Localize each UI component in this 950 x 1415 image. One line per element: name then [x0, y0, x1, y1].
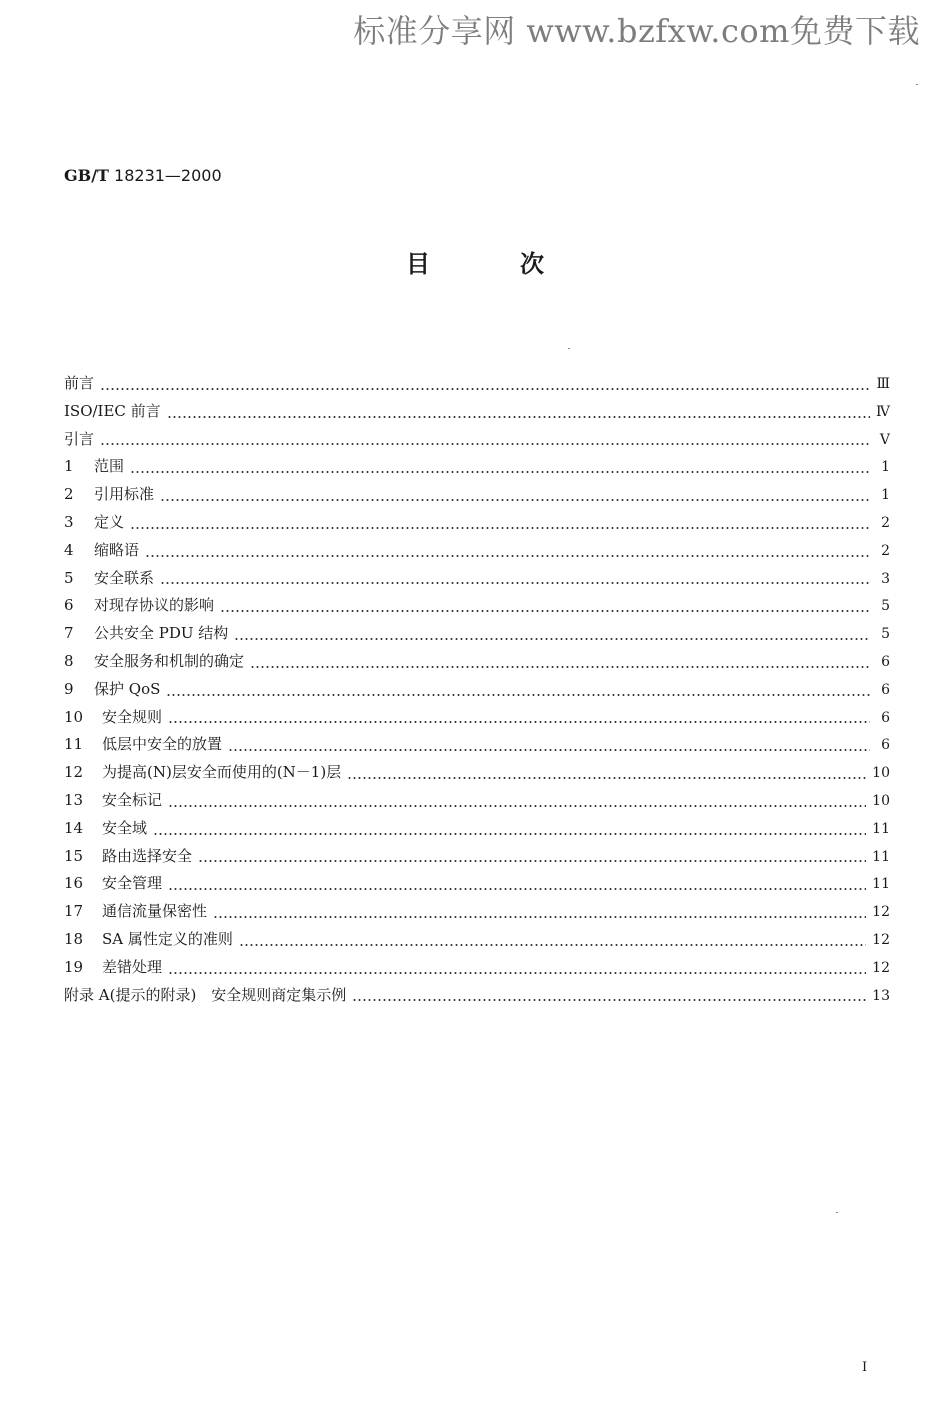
toc-entry-number: 3 [64, 512, 74, 531]
toc-entry-label: 引言 [64, 429, 95, 448]
watermark-text: 标准分享网 www.bzfxw.com免费下载 [353, 12, 920, 50]
toc-entry-number: 17 [64, 902, 84, 921]
toc-entry-page: 13 [872, 987, 890, 1004]
toc-entry-label: 前言 [64, 374, 95, 392]
toc-entry-number: 19 [64, 957, 84, 976]
toc-entry-page: 2 [881, 542, 890, 559]
dot-leader [160, 499, 870, 501]
toc-entry-label: 保护 QoS [94, 679, 161, 698]
page-number: I [862, 1360, 868, 1375]
toc-entry-number: 12 [64, 763, 84, 782]
toc-entry-page: 5 [881, 598, 890, 615]
toc-entry-page: 5 [881, 626, 890, 643]
toc-entry[interactable] [64, 817, 890, 845]
dot-leader [100, 388, 870, 390]
dot-leader [168, 972, 866, 974]
dot-leader [166, 694, 870, 696]
toc-entry-number: 9 [64, 679, 74, 698]
toc-entry[interactable] [64, 928, 890, 956]
dot-leader [168, 805, 866, 807]
toc-entry[interactable] [64, 872, 890, 900]
toc-entry-number: 15 [64, 846, 84, 865]
dot-leader [130, 527, 870, 529]
toc-entry[interactable] [64, 650, 890, 678]
dot-leader [220, 610, 870, 612]
toc-entry-label: 公共安全 PDU 结构 [94, 624, 229, 643]
dot-leader [145, 555, 870, 557]
toc-entry-page: Ⅴ [879, 431, 890, 448]
toc-entry-page: Ⅳ [876, 403, 890, 420]
dot-leader [130, 471, 870, 473]
toc-entry-label: 安全服务和机制的确定 [94, 651, 245, 670]
toc-entry-number: 1 [64, 457, 74, 476]
toc-entry-label: 路由选择安全 [102, 846, 193, 865]
dot-leader [347, 777, 866, 779]
toc-entry-label: 安全规则 [102, 707, 163, 726]
toc-entry-label: 缩略语 [94, 540, 140, 559]
toc-entry[interactable] [64, 956, 890, 984]
toc-entry-number: 16 [64, 874, 84, 893]
dot-leader [239, 944, 866, 946]
toc-entry[interactable] [64, 678, 890, 706]
toc-entry[interactable] [64, 539, 890, 567]
dot-leader [250, 666, 870, 668]
toc-entry[interactable] [64, 845, 890, 873]
toc-entry-page: 1 [881, 487, 890, 504]
toc-entry[interactable] [64, 761, 890, 789]
toc-entry-number: 8 [64, 651, 74, 670]
toc-entry-label: 对现存协议的影响 [94, 596, 215, 615]
toc-entry-label: 差错处理 [102, 957, 163, 976]
toc-entry-number: 6 [64, 596, 74, 615]
toc-entry-page: 3 [881, 570, 890, 587]
toc-entry-label: 低层中安全的放置 [102, 735, 223, 754]
dot-leader [228, 749, 870, 751]
toc-entry-number: 14 [64, 818, 84, 837]
scan-speck [836, 1212, 838, 1213]
toc-entry-number: 5 [64, 568, 74, 587]
toc-entry-label: 安全联系 [94, 568, 155, 587]
toc-entry-label: 引用标准 [94, 485, 155, 504]
toc-entry[interactable] [64, 455, 890, 483]
toc-entry[interactable] [64, 733, 890, 761]
toc-entry[interactable] [64, 789, 890, 817]
toc-entry[interactable] [64, 511, 890, 539]
title-char-right: 次 [520, 250, 544, 278]
dot-leader [167, 416, 870, 418]
toc-entry-label: 安全标记 [102, 790, 163, 809]
toc-entry-number: 10 [64, 707, 84, 726]
toc-entry-page: 12 [872, 959, 890, 976]
toc-entry-label: 安全域 [102, 818, 148, 837]
standard-code [64, 166, 222, 185]
toc-entry-page: 6 [881, 653, 890, 670]
toc-entry-label: 附录 A(提示的附录) 安全规则商定集示例 [64, 985, 347, 1004]
dot-leader [168, 888, 866, 890]
toc-entry-page: 10 [872, 765, 890, 782]
title-char-left: 目 [406, 250, 430, 278]
scan-speck [916, 84, 918, 85]
toc-entry-number: 13 [64, 790, 84, 809]
toc-entry[interactable] [64, 984, 890, 1012]
dot-leader [153, 833, 866, 835]
dot-leader [160, 582, 870, 584]
toc-entry-label: 为提高(N)层安全而使用的(N－1)层 [102, 763, 342, 782]
toc-entry-page: Ⅲ [876, 376, 890, 392]
dot-leader [198, 860, 866, 862]
table-of-contents [64, 372, 890, 1011]
toc-entry-page: 11 [872, 820, 890, 837]
toc-entry[interactable] [64, 567, 890, 595]
toc-entry-number: 4 [64, 540, 74, 559]
page-title [0, 244, 950, 279]
toc-entry-page: 12 [872, 931, 890, 948]
toc-entry[interactable] [64, 400, 890, 428]
toc-entry-number: 2 [64, 485, 74, 504]
toc-entry-label: SA 属性定义的准则 [102, 929, 233, 948]
toc-entry-label: 安全管理 [102, 874, 163, 893]
toc-entry[interactable] [64, 594, 890, 622]
toc-entry-label: 范围 [94, 457, 125, 476]
toc-entry-page: 1 [881, 459, 890, 476]
standard-prefix: GB/T [64, 166, 109, 185]
toc-entry-label: ISO/IEC 前言 [64, 401, 161, 420]
toc-entry[interactable] [64, 372, 890, 400]
toc-entry-page: 11 [872, 848, 890, 865]
toc-entry-label: 定义 [94, 512, 125, 531]
toc-entry[interactable] [64, 622, 890, 650]
toc-entry-page: 12 [872, 904, 890, 921]
dot-leader [100, 443, 870, 445]
toc-entry-label: 通信流量保密性 [102, 902, 208, 921]
toc-entry-page: 11 [872, 876, 890, 893]
dot-leader [213, 916, 866, 918]
dot-leader [234, 638, 870, 640]
dot-leader [352, 999, 866, 1001]
toc-entry-number: 7 [64, 624, 74, 643]
toc-entry-page: 6 [881, 737, 890, 754]
toc-entry-number: 11 [64, 735, 84, 754]
toc-entry-page: 10 [872, 792, 890, 809]
toc-entry[interactable] [64, 900, 890, 928]
toc-entry[interactable] [64, 706, 890, 734]
toc-entry[interactable] [64, 428, 890, 456]
toc-entry-number: 18 [64, 929, 84, 948]
dot-leader [168, 721, 870, 723]
toc-entry-page: 6 [881, 709, 890, 726]
standard-number: 18231—2000 [114, 166, 222, 185]
toc-entry[interactable] [64, 483, 890, 511]
toc-entry-page: 2 [881, 514, 890, 531]
scan-speck [568, 348, 570, 349]
toc-entry-page: 6 [881, 681, 890, 698]
